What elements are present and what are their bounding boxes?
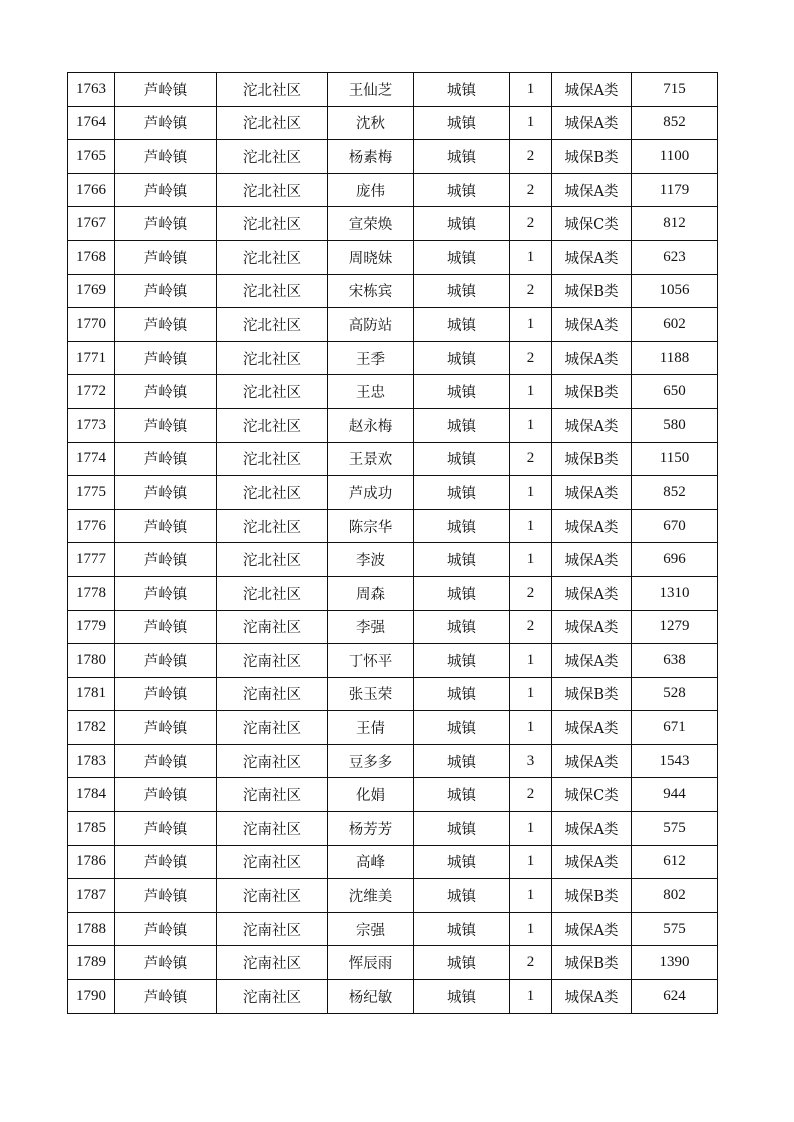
area-type-cell: 城镇 <box>414 476 510 510</box>
category-cell: 城保A类 <box>552 509 632 543</box>
name-cell: 豆多多 <box>328 744 414 778</box>
amount-cell: 802 <box>632 879 718 913</box>
community-cell: 沱南社区 <box>217 946 328 980</box>
household-count-cell: 1 <box>510 543 552 577</box>
category-cell: 城保A类 <box>552 73 632 107</box>
town-cell: 芦岭镇 <box>115 240 217 274</box>
town-cell: 芦岭镇 <box>115 341 217 375</box>
community-cell: 沱北社区 <box>217 207 328 241</box>
household-count-cell: 1 <box>510 408 552 442</box>
amount-cell: 624 <box>632 980 718 1014</box>
serial-number-cell: 1784 <box>68 778 115 812</box>
community-cell: 沱南社区 <box>217 879 328 913</box>
name-cell: 李波 <box>328 543 414 577</box>
town-cell: 芦岭镇 <box>115 677 217 711</box>
community-cell: 沱南社区 <box>217 610 328 644</box>
town-cell: 芦岭镇 <box>115 610 217 644</box>
table-body <box>68 73 718 1014</box>
household-count-cell: 1 <box>510 644 552 678</box>
household-count-cell: 1 <box>510 980 552 1014</box>
name-cell: 张玉荣 <box>328 677 414 711</box>
name-cell: 李强 <box>328 610 414 644</box>
name-cell: 恽辰雨 <box>328 946 414 980</box>
serial-number-cell: 1785 <box>68 812 115 846</box>
amount-cell: 696 <box>632 543 718 577</box>
household-count-cell: 2 <box>510 778 552 812</box>
amount-cell: 1179 <box>632 173 718 207</box>
name-cell: 宗强 <box>328 912 414 946</box>
area-type-cell: 城镇 <box>414 576 510 610</box>
category-cell: 城保B类 <box>552 375 632 409</box>
town-cell: 芦岭镇 <box>115 946 217 980</box>
area-type-cell: 城镇 <box>414 173 510 207</box>
amount-cell: 670 <box>632 509 718 543</box>
category-cell: 城保A类 <box>552 173 632 207</box>
name-cell: 陈宗华 <box>328 509 414 543</box>
category-cell: 城保A类 <box>552 106 632 140</box>
amount-cell: 852 <box>632 106 718 140</box>
name-cell: 赵永梅 <box>328 408 414 442</box>
community-cell: 沱北社区 <box>217 308 328 342</box>
town-cell: 芦岭镇 <box>115 644 217 678</box>
community-cell: 沱南社区 <box>217 744 328 778</box>
area-type-cell: 城镇 <box>414 744 510 778</box>
amount-cell: 638 <box>632 644 718 678</box>
amount-cell: 575 <box>632 912 718 946</box>
serial-number-cell: 1775 <box>68 476 115 510</box>
serial-number-cell: 1765 <box>68 140 115 174</box>
community-cell: 沱南社区 <box>217 711 328 745</box>
serial-number-cell: 1790 <box>68 980 115 1014</box>
table-row <box>68 140 718 174</box>
community-cell: 沱北社区 <box>217 341 328 375</box>
community-cell: 沱南社区 <box>217 912 328 946</box>
category-cell: 城保B类 <box>552 140 632 174</box>
amount-cell: 1310 <box>632 576 718 610</box>
household-count-cell: 1 <box>510 509 552 543</box>
table-row <box>68 442 718 476</box>
area-type-cell: 城镇 <box>414 207 510 241</box>
community-cell: 沱北社区 <box>217 442 328 476</box>
area-type-cell: 城镇 <box>414 912 510 946</box>
table-row <box>68 106 718 140</box>
household-count-cell: 2 <box>510 610 552 644</box>
amount-cell: 852 <box>632 476 718 510</box>
town-cell: 芦岭镇 <box>115 744 217 778</box>
table-row <box>68 778 718 812</box>
table-row <box>68 476 718 510</box>
town-cell: 芦岭镇 <box>115 73 217 107</box>
household-count-cell: 2 <box>510 140 552 174</box>
serial-number-cell: 1780 <box>68 644 115 678</box>
household-count-cell: 2 <box>510 173 552 207</box>
community-cell: 沱北社区 <box>217 240 328 274</box>
area-type-cell: 城镇 <box>414 711 510 745</box>
area-type-cell: 城镇 <box>414 812 510 846</box>
amount-cell: 1188 <box>632 341 718 375</box>
category-cell: 城保B类 <box>552 879 632 913</box>
serial-number-cell: 1786 <box>68 845 115 879</box>
category-cell: 城保B类 <box>552 274 632 308</box>
category-cell: 城保B类 <box>552 677 632 711</box>
table-row <box>68 677 718 711</box>
community-cell: 沱北社区 <box>217 375 328 409</box>
town-cell: 芦岭镇 <box>115 308 217 342</box>
category-cell: 城保A类 <box>552 576 632 610</box>
town-cell: 芦岭镇 <box>115 543 217 577</box>
amount-cell: 602 <box>632 308 718 342</box>
community-cell: 沱南社区 <box>217 778 328 812</box>
household-count-cell: 2 <box>510 274 552 308</box>
amount-cell: 1279 <box>632 610 718 644</box>
name-cell: 杨素梅 <box>328 140 414 174</box>
serial-number-cell: 1778 <box>68 576 115 610</box>
serial-number-cell: 1763 <box>68 73 115 107</box>
household-count-cell: 1 <box>510 677 552 711</box>
serial-number-cell: 1776 <box>68 509 115 543</box>
household-count-cell: 3 <box>510 744 552 778</box>
category-cell: 城保B类 <box>552 946 632 980</box>
household-count-cell: 1 <box>510 711 552 745</box>
category-cell: 城保A类 <box>552 240 632 274</box>
area-type-cell: 城镇 <box>414 375 510 409</box>
serial-number-cell: 1769 <box>68 274 115 308</box>
amount-cell: 580 <box>632 408 718 442</box>
town-cell: 芦岭镇 <box>115 711 217 745</box>
household-count-cell: 1 <box>510 845 552 879</box>
serial-number-cell: 1764 <box>68 106 115 140</box>
serial-number-cell: 1768 <box>68 240 115 274</box>
table-row <box>68 946 718 980</box>
category-cell: 城保C类 <box>552 207 632 241</box>
town-cell: 芦岭镇 <box>115 375 217 409</box>
name-cell: 王仙芝 <box>328 73 414 107</box>
area-type-cell: 城镇 <box>414 845 510 879</box>
serial-number-cell: 1779 <box>68 610 115 644</box>
area-type-cell: 城镇 <box>414 879 510 913</box>
category-cell: 城保A类 <box>552 610 632 644</box>
area-type-cell: 城镇 <box>414 946 510 980</box>
town-cell: 芦岭镇 <box>115 207 217 241</box>
serial-number-cell: 1783 <box>68 744 115 778</box>
amount-cell: 1150 <box>632 442 718 476</box>
name-cell: 宋栋宾 <box>328 274 414 308</box>
community-cell: 沱南社区 <box>217 980 328 1014</box>
town-cell: 芦岭镇 <box>115 442 217 476</box>
community-cell: 沱北社区 <box>217 476 328 510</box>
town-cell: 芦岭镇 <box>115 778 217 812</box>
table-row <box>68 207 718 241</box>
community-cell: 沱北社区 <box>217 106 328 140</box>
household-count-cell: 2 <box>510 946 552 980</box>
name-cell: 芦成功 <box>328 476 414 510</box>
category-cell: 城保B类 <box>552 442 632 476</box>
community-cell: 沱北社区 <box>217 173 328 207</box>
amount-cell: 944 <box>632 778 718 812</box>
serial-number-cell: 1773 <box>68 408 115 442</box>
name-cell: 杨芳芳 <box>328 812 414 846</box>
amount-cell: 671 <box>632 711 718 745</box>
name-cell: 沈维美 <box>328 879 414 913</box>
table-row <box>68 509 718 543</box>
amount-cell: 650 <box>632 375 718 409</box>
community-cell: 沱南社区 <box>217 677 328 711</box>
area-type-cell: 城镇 <box>414 610 510 644</box>
household-count-cell: 1 <box>510 308 552 342</box>
table-row <box>68 711 718 745</box>
town-cell: 芦岭镇 <box>115 576 217 610</box>
amount-cell: 528 <box>632 677 718 711</box>
area-type-cell: 城镇 <box>414 442 510 476</box>
category-cell: 城保A类 <box>552 744 632 778</box>
area-type-cell: 城镇 <box>414 140 510 174</box>
household-count-cell: 1 <box>510 879 552 913</box>
serial-number-cell: 1771 <box>68 341 115 375</box>
table-row <box>68 845 718 879</box>
table-row <box>68 644 718 678</box>
serial-number-cell: 1777 <box>68 543 115 577</box>
beneficiary-table <box>67 72 718 1014</box>
name-cell: 高防站 <box>328 308 414 342</box>
town-cell: 芦岭镇 <box>115 476 217 510</box>
area-type-cell: 城镇 <box>414 106 510 140</box>
household-count-cell: 1 <box>510 73 552 107</box>
category-cell: 城保A类 <box>552 912 632 946</box>
community-cell: 沱北社区 <box>217 140 328 174</box>
category-cell: 城保A类 <box>552 308 632 342</box>
category-cell: 城保A类 <box>552 408 632 442</box>
household-count-cell: 1 <box>510 375 552 409</box>
table-row <box>68 576 718 610</box>
serial-number-cell: 1782 <box>68 711 115 745</box>
category-cell: 城保A类 <box>552 644 632 678</box>
name-cell: 王忠 <box>328 375 414 409</box>
name-cell: 王季 <box>328 341 414 375</box>
category-cell: 城保A类 <box>552 845 632 879</box>
town-cell: 芦岭镇 <box>115 980 217 1014</box>
category-cell: 城保A类 <box>552 812 632 846</box>
serial-number-cell: 1781 <box>68 677 115 711</box>
household-count-cell: 1 <box>510 812 552 846</box>
area-type-cell: 城镇 <box>414 980 510 1014</box>
name-cell: 宣荣焕 <box>328 207 414 241</box>
category-cell: 城保A类 <box>552 711 632 745</box>
community-cell: 沱北社区 <box>217 274 328 308</box>
name-cell: 丁怀平 <box>328 644 414 678</box>
table-row <box>68 912 718 946</box>
community-cell: 沱南社区 <box>217 812 328 846</box>
serial-number-cell: 1788 <box>68 912 115 946</box>
town-cell: 芦岭镇 <box>115 140 217 174</box>
category-cell: 城保A类 <box>552 543 632 577</box>
table-row <box>68 73 718 107</box>
amount-cell: 623 <box>632 240 718 274</box>
area-type-cell: 城镇 <box>414 543 510 577</box>
table-row <box>68 610 718 644</box>
town-cell: 芦岭镇 <box>115 912 217 946</box>
table-row <box>68 308 718 342</box>
town-cell: 芦岭镇 <box>115 812 217 846</box>
category-cell: 城保A类 <box>552 476 632 510</box>
name-cell: 高峰 <box>328 845 414 879</box>
community-cell: 沱北社区 <box>217 408 328 442</box>
table-row <box>68 543 718 577</box>
area-type-cell: 城镇 <box>414 73 510 107</box>
amount-cell: 575 <box>632 812 718 846</box>
household-count-cell: 1 <box>510 912 552 946</box>
town-cell: 芦岭镇 <box>115 408 217 442</box>
serial-number-cell: 1772 <box>68 375 115 409</box>
household-count-cell: 2 <box>510 576 552 610</box>
category-cell: 城保A类 <box>552 980 632 1014</box>
table-row <box>68 173 718 207</box>
town-cell: 芦岭镇 <box>115 274 217 308</box>
area-type-cell: 城镇 <box>414 778 510 812</box>
table-row <box>68 408 718 442</box>
town-cell: 芦岭镇 <box>115 106 217 140</box>
amount-cell: 1390 <box>632 946 718 980</box>
household-count-cell: 1 <box>510 240 552 274</box>
town-cell: 芦岭镇 <box>115 879 217 913</box>
serial-number-cell: 1787 <box>68 879 115 913</box>
community-cell: 沱北社区 <box>217 509 328 543</box>
name-cell: 沈秋 <box>328 106 414 140</box>
area-type-cell: 城镇 <box>414 240 510 274</box>
area-type-cell: 城镇 <box>414 677 510 711</box>
name-cell: 化娟 <box>328 778 414 812</box>
community-cell: 沱北社区 <box>217 73 328 107</box>
table-row <box>68 240 718 274</box>
household-count-cell: 2 <box>510 442 552 476</box>
amount-cell: 612 <box>632 845 718 879</box>
table-row <box>68 812 718 846</box>
table-row <box>68 744 718 778</box>
table-row <box>68 274 718 308</box>
table-row <box>68 879 718 913</box>
household-count-cell: 2 <box>510 341 552 375</box>
amount-cell: 812 <box>632 207 718 241</box>
town-cell: 芦岭镇 <box>115 509 217 543</box>
serial-number-cell: 1774 <box>68 442 115 476</box>
community-cell: 沱南社区 <box>217 845 328 879</box>
area-type-cell: 城镇 <box>414 644 510 678</box>
category-cell: 城保C类 <box>552 778 632 812</box>
name-cell: 杨纪敏 <box>328 980 414 1014</box>
community-cell: 沱北社区 <box>217 576 328 610</box>
amount-cell: 1543 <box>632 744 718 778</box>
name-cell: 王景欢 <box>328 442 414 476</box>
table-row <box>68 341 718 375</box>
town-cell: 芦岭镇 <box>115 845 217 879</box>
household-count-cell: 1 <box>510 476 552 510</box>
name-cell: 周森 <box>328 576 414 610</box>
amount-cell: 715 <box>632 73 718 107</box>
amount-cell: 1056 <box>632 274 718 308</box>
amount-cell: 1100 <box>632 140 718 174</box>
town-cell: 芦岭镇 <box>115 173 217 207</box>
community-cell: 沱北社区 <box>217 543 328 577</box>
table-row <box>68 375 718 409</box>
area-type-cell: 城镇 <box>414 341 510 375</box>
household-count-cell: 1 <box>510 106 552 140</box>
area-type-cell: 城镇 <box>414 408 510 442</box>
community-cell: 沱南社区 <box>217 644 328 678</box>
table-row <box>68 980 718 1014</box>
area-type-cell: 城镇 <box>414 509 510 543</box>
area-type-cell: 城镇 <box>414 274 510 308</box>
name-cell: 庞伟 <box>328 173 414 207</box>
area-type-cell: 城镇 <box>414 308 510 342</box>
serial-number-cell: 1770 <box>68 308 115 342</box>
serial-number-cell: 1767 <box>68 207 115 241</box>
name-cell: 周晓妹 <box>328 240 414 274</box>
household-count-cell: 2 <box>510 207 552 241</box>
serial-number-cell: 1789 <box>68 946 115 980</box>
name-cell: 王倩 <box>328 711 414 745</box>
category-cell: 城保A类 <box>552 341 632 375</box>
serial-number-cell: 1766 <box>68 173 115 207</box>
